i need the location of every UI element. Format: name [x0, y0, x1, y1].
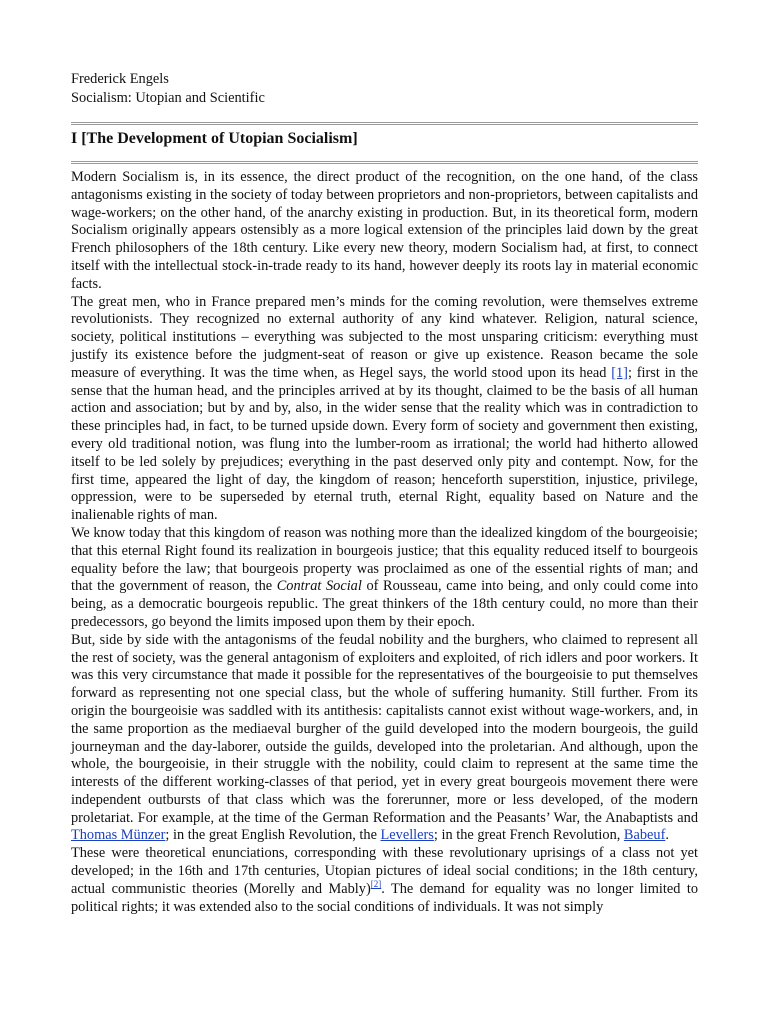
- contrat-social-title: Contrat Social: [276, 578, 362, 595]
- link-thomas-munzer[interactable]: Thomas Münzer: [71, 827, 166, 844]
- chapter-heading: I [The Development of Utopian Socialism]: [71, 130, 358, 147]
- paragraph-2-text-b: ; first in the sense that the human head, and the principles arrived at by its thought, claimed to be the basis of all human action and association; but by and by, also, in the wider sense that the reality which was in contradiction to these principles had, in fact, to be turned upside down. Every form of society and government then existing, every old traditional notion, was flung into the lumber-room as irrational; the world had hitherto allowed itself to be led solely by prejudices; everything in the past deserved only pity and contempt. Now, for the first time, appeared the light of day, the kingdom of reason; henceforth superstition, injustice, privilege, oppression, were to be superseded by eternal truth, eternal Right, equality based on Nature and the inalienable rights of man.: [71, 364, 699, 524]
- paragraph-3-text-b: of Rousseau, came into being, and only could come into being, as a democratic bourgeois republic. The great thinkers of the 18th century could, no more than their predecessors, go beyond the limits imposed upon them by their epoch.: [71, 578, 698, 630]
- link-babeuf[interactable]: Babeuf: [623, 827, 666, 844]
- paragraph-5-text-b: . The demand for equality was no longer limited to political rights; it was extended also to the social conditions of individuals. It was not simply: [71, 880, 698, 915]
- paragraph-1-text: Modern Socialism is, in its essence, the direct product of the recognition, on the one hand, of the class antagonisms existing in the society of today between proprietors and non-proprietors, between capitalists and wage-workers; on the other hand, of the anarchy existing in production. But, in its theoretical form, modern Socialism originally appears ostensibly as a more logical extension of the principles laid down by the great French philosophers of the 18th century. Like every new theory, modern Socialism had, at first, to connect itself with the intellectual stock-in-trade ready to its hand, however deeply its roots lay in material economic facts.: [71, 169, 698, 292]
- top-rule: [71, 122, 698, 123]
- paragraph-4-text-b: ; in the great English Revolution, the: [165, 827, 381, 844]
- paragraph-3-text-a: We know today that this kingdom of reason was nothing more than the idealized kingdom of the bourgeoisie; that this eternal Right found its realization in bourgeois justice; that this equality reduced itself to bourgeois equality before the law; that bourgeois property was proclaimed as one of the essential rights of man; and that the government of reason, the: [71, 524, 698, 595]
- link-levellers[interactable]: Levellers: [380, 827, 434, 844]
- body-text: [71, 169, 698, 916]
- paragraph-4-text-a: But, side by side with the antagonisms of the feudal nobility and the burghers, who claimed to represent all the rest of society, was the general antagonism of exploiters and exploited, of rich idlers and poor workers. It was this very circumstance that made it possible for the representatives of the bourgeoisie to put themselves forward as representing not one special class, but the whole of suffering humanity. Still further. From its origin the bourgeoisie was saddled with its antithesis: capitalists cannot exist without wage-workers, and, in the same proportion as the mediaeval burgher of the guild developed into the modern bourgeois, the guild journeyman and the day-laborer, outside the guilds, developed into the proletarian. And although, upon the whole, the bourgeoisie, in their struggle with the nobility, could claim to represent at the same time the interests of the different working-classes of that period, yet in every great bourgeois movement there were independent outbursts of that class which was the forerunner, more or less developed, of the modern proletariat. For example, at the time of the German Reformation and the Peasants’ War, the Anabaptists and: [71, 631, 698, 826]
- paragraph-4-text-d: .: [665, 827, 669, 844]
- top-rule-double: [71, 124, 698, 125]
- paragraph-2: [71, 294, 698, 525]
- paragraph-2-text-a: The great men, who in France prepared men’s minds for the coming revolution, were themselves extreme revolutionists. They recognized no external authority of any kind whatever. Religion, natural science, society, political institutions – everything was subjected to the most unsparing criticism: everything must justify its existence before the judgment-seat of reason or give up existence. Reason became the sole measure of everything. It was the time when, as Hegel says, the world stood upon its head: [71, 293, 698, 381]
- footnote-link-2[interactable]: [2]: [370, 879, 382, 890]
- paragraph-4-text-c: ; in the great French Revolution,: [433, 827, 624, 844]
- paragraph-5-text-a: These were theoretical enunciations, corresponding with these revolutionary uprisings of a class not yet developed; in the 16th and 17th centuries, Utopian pictures of ideal social conditions; in the 18th century, actual communistic theories (Morelly and Mably): [71, 845, 698, 897]
- paragraph-4: [71, 632, 698, 846]
- paragraph-5: [71, 845, 698, 916]
- work-title: Socialism: Utopian and Scientific: [71, 90, 265, 106]
- heading-rule-double: [71, 163, 698, 164]
- heading-rule: [71, 161, 698, 162]
- paragraph-1: [71, 169, 698, 294]
- document-page: [71, 70, 698, 916]
- author-name: Frederick Engels: [71, 71, 169, 87]
- paragraph-3: [71, 525, 698, 632]
- footnote-link-1[interactable]: [1]: [611, 364, 628, 381]
